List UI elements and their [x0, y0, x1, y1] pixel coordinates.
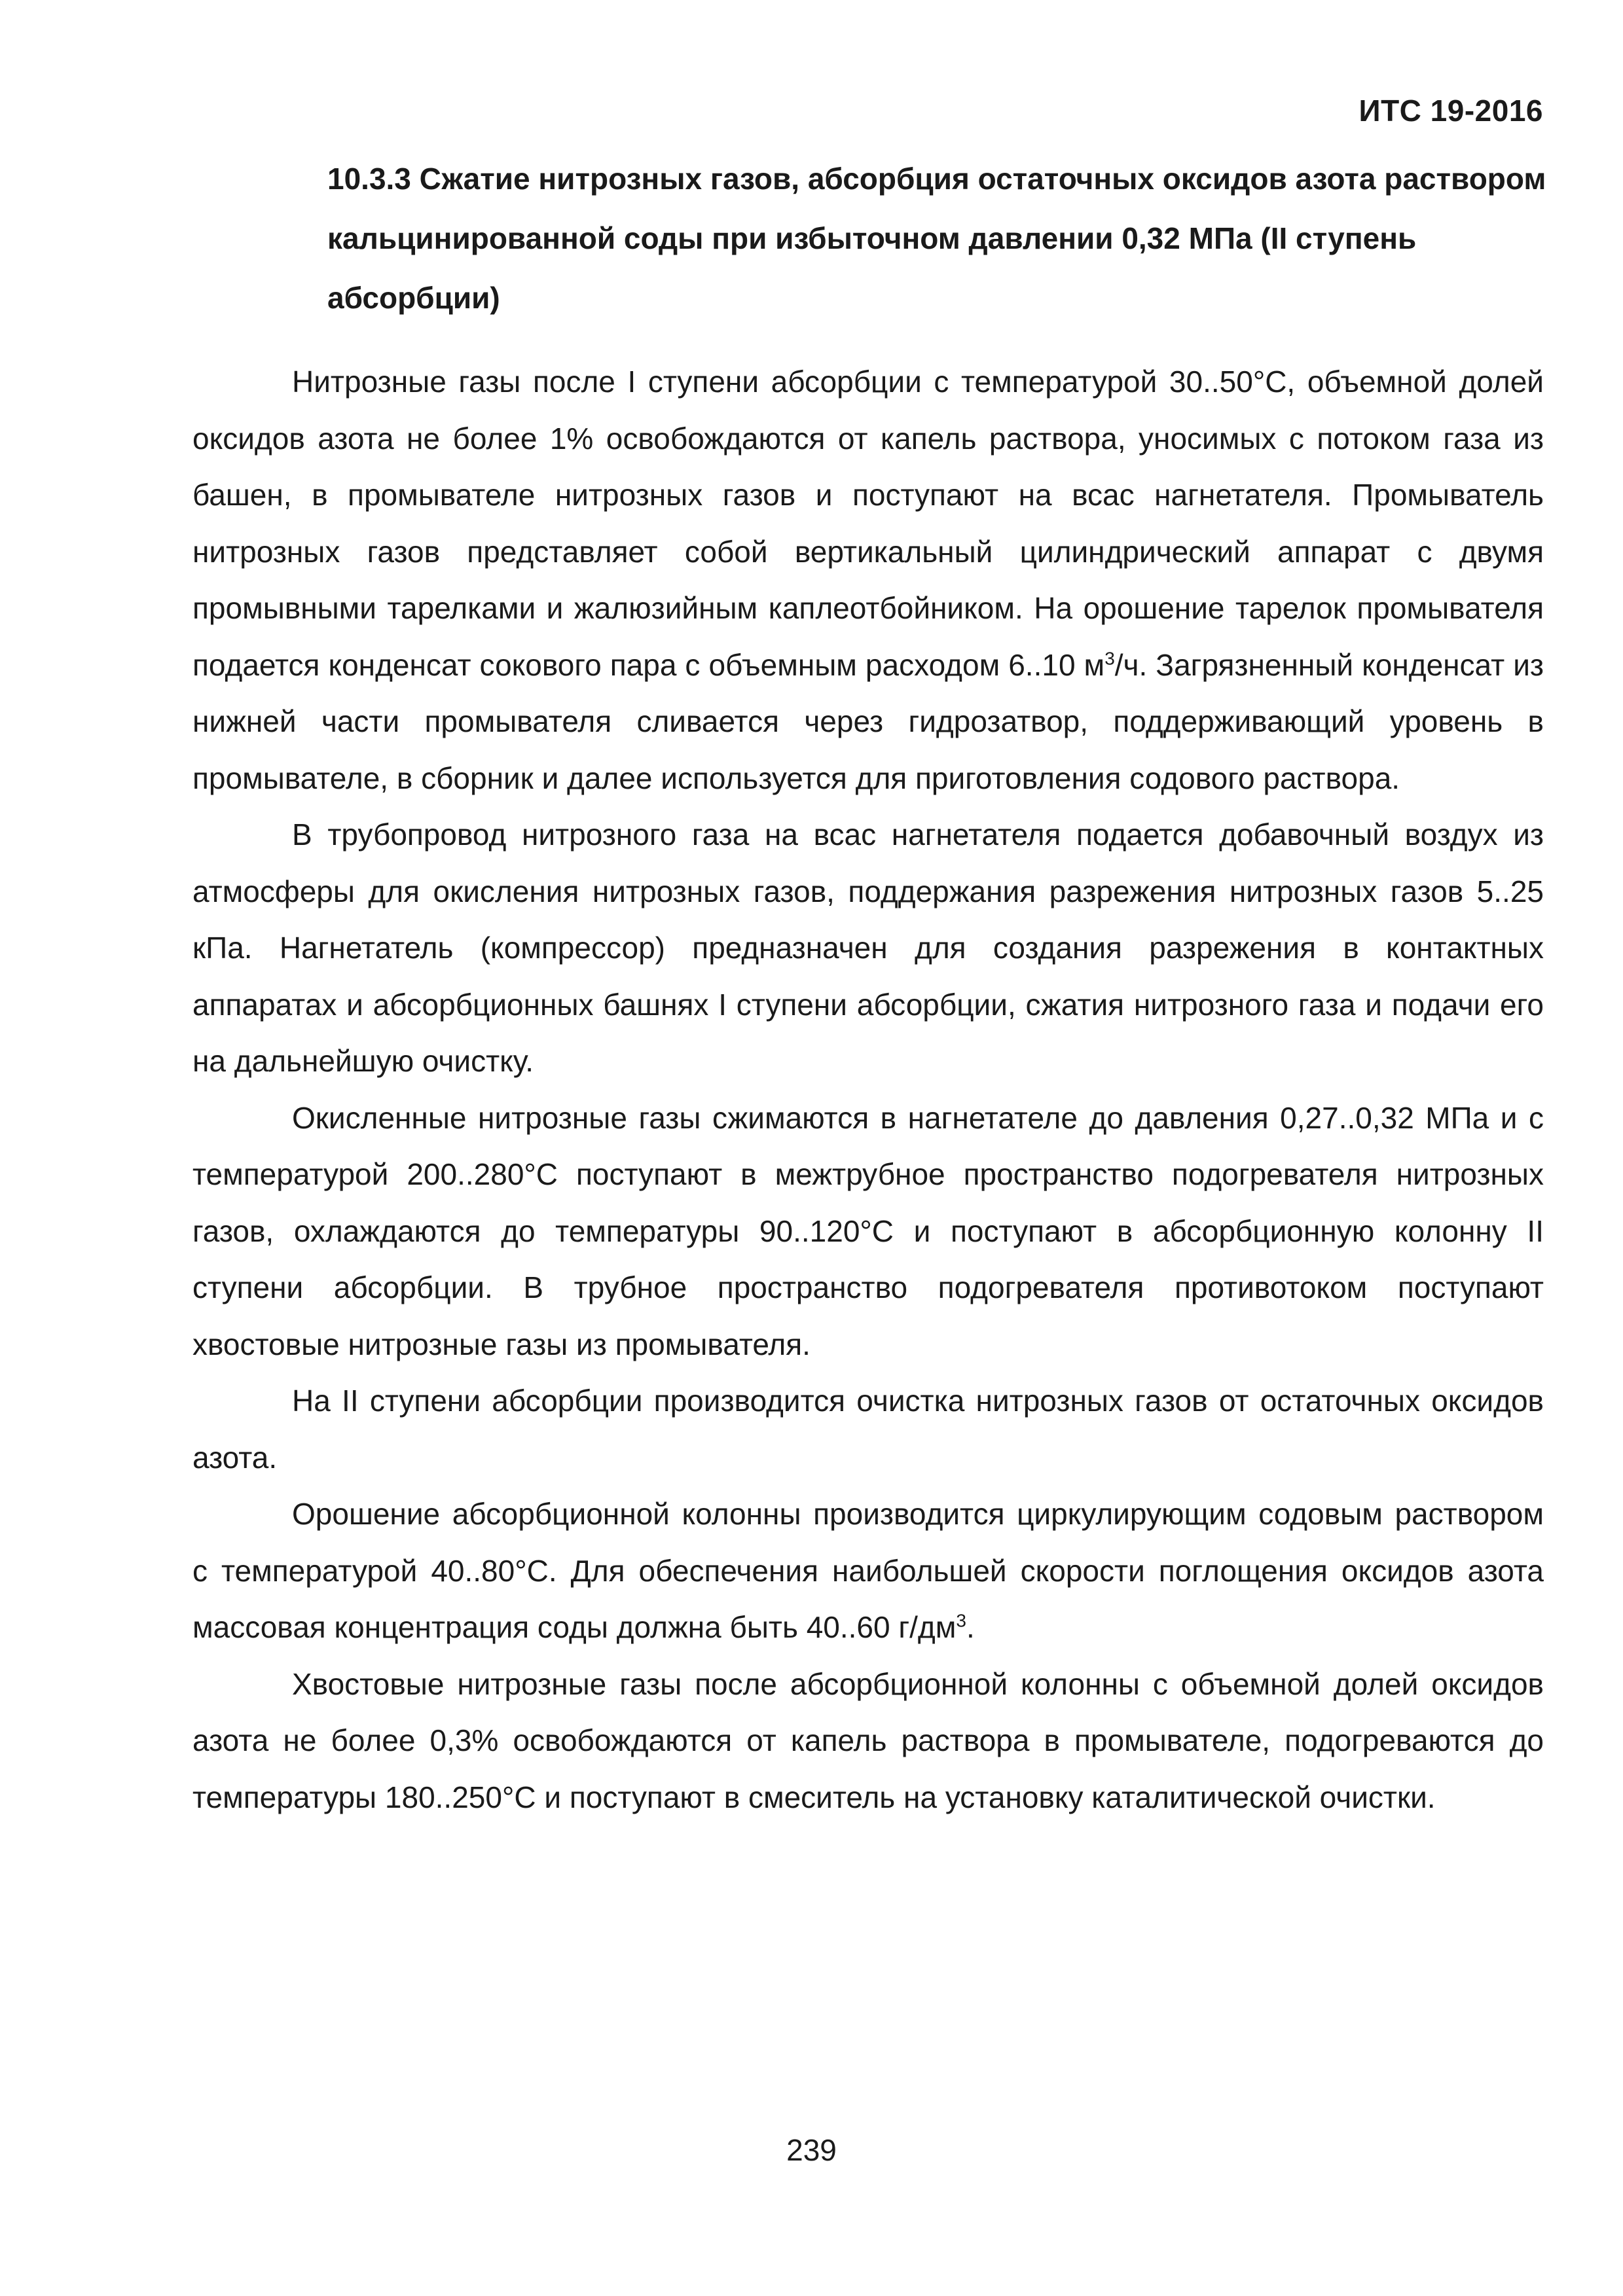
paragraph-5-text-a: Орошение абсорбционной колонны производится циркулирующим содовым раствором с температурой 40..80°С. Для обеспечения наибольшей скорости поглощения оксидов азота массовая концентрация соды должна быть 40..60 г/дм [192, 1497, 1544, 1644]
paragraph-6: Хвостовые нитрозные газы после абсорбционной колонны с объемной долей оксидов азота не более 0,3% освобождаются от капель раствора в промывателе, подогреваются до температуры 180..250°С и поступают в смеситель на установку каталитической очистки. [192, 1666, 1544, 1814]
paragraph-5 [192, 1486, 1544, 1656]
paragraph-4: На II ступени абсорбции производится очистка нитрозных газов от остаточных оксидов азота. [192, 1384, 1544, 1475]
superscript-3: 3 [956, 1610, 966, 1631]
superscript-3: 3 [1104, 648, 1115, 669]
paragraph-1-text-a: Нитрозные газы после I ступени абсорбции с температурой 30..50°С, объемной долей оксидов азота не более 1% освобождаются от капель раствора, уносимых с потоком газа из башен, в промывателе нитрозных газов и поступают на всас нагнетателя. Промыватель нитрозных газов представляет собой вертикальный цилиндрический аппарат с двумя промывными тарелками и жалюзийным каплеотбойником. На орошение тарелок промывателя подается конденсат сокового пара с объемным расходом 6..10 м [192, 365, 1544, 682]
paragraph-1-text-b: /ч. Загрязненный конденсат из нижней части промывателя сливается через гидрозатвор, поддерживающий уровень в промывателе, в сборник и далее используется для приготовления содового раствора. [192, 647, 1544, 795]
page-number: 239 [786, 2133, 837, 2167]
paragraph-3: Окисленные нитрозные газы сжимаются в нагнетателе до давления 0,27..0,32 МПа и с температурой 200..280°С поступают в межтрубное пространство подогревателя нитрозных газов, охлаждаются до температуры 90..120°С и поступают в абсорбционную колонну II ступени абсорбции. В трубное пространство подогревателя противотоком поступают хвостовые нитрозные газы из промывателя. [192, 1100, 1544, 1361]
paragraph-2: В трубопровод нитрозного газа на всас нагнетателя подается добавочный воздух из атмосферы для окисления нитрозных газов, поддержания разрежения нитрозных газов 5..25 кПа. Нагнетатель (компрессор) предназначен для создания разрежения в контактных аппаратах и абсорбционных башнях I ступени абсорбции, сжатия нитрозного газа и подачи его на дальнейшую очистку. [192, 817, 1544, 1078]
document-body [192, 353, 1544, 1825]
document-code: ИТС 19-2016 [1359, 94, 1543, 128]
section-heading: 10.3.3 Сжатие нитрозных газов, абсорбция остаточных оксидов азота раствором кальцинированной соды при избыточном давлении 0,32 МПа (II ступень абсорбции) [327, 162, 1546, 315]
paragraph-5-text-b: . [966, 1610, 975, 1644]
paragraph-1 [192, 353, 1544, 806]
